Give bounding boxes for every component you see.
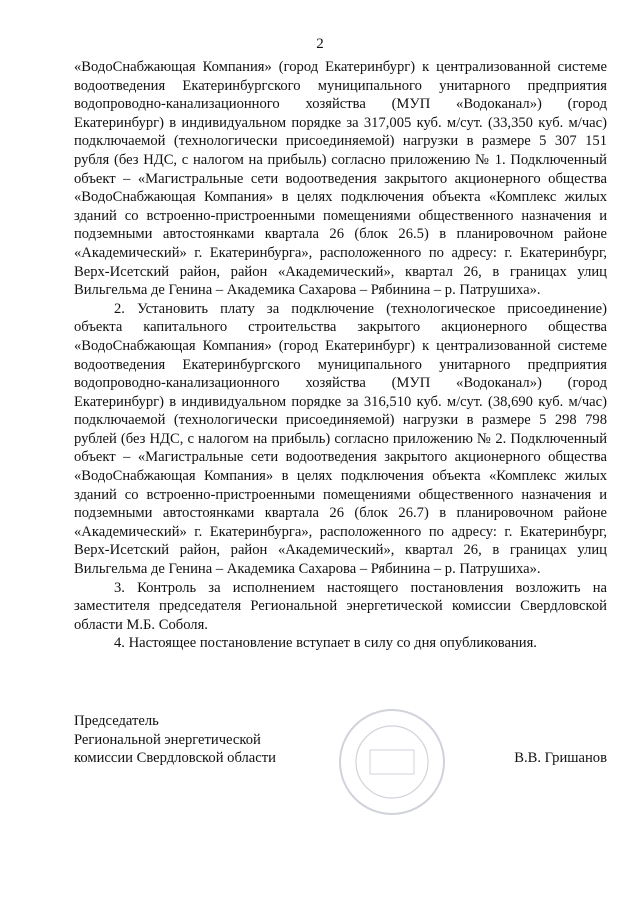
signatory-title [74,712,276,768]
paragraph-2: 2. Установить плату за подключение (технологическое присоединение) объекта капитального строительства закрытого акционерного общества «ВодоСнабжающая Компания» (город Екатеринбург) к централизованной системе водоотведения Екатеринбургского муниципального унитарного предприятия водопроводно-канализационного хозяйства (МУП «Водоканал») (город Екатеринбург) в индивидуальном порядке за 316,510 куб. м/сут. (38,690 куб. м/час) подключаемой (технологически присоединяемой) нагрузки в размере 5 298 798 рублей (без НДС, с налогом на прибыль) согласно приложению № 2. Подключенный объект – «Магистральные сети водоотведения закрытого акционерного общества «ВодоСнабжающая Компания» в целях подключения объекта «Комплекс жилых зданий со встроенно-пристроенными помещениями общественного назначения и подземными автостоянками квартала 26 (блок 26.7) в планировочном районе «Академический» г. Екатеринбурга», расположенного по адресу: г. Екатеринбург, Верх-Исетский район, район «Академический», квартал 26, в границах улиц Вильгельма де Генина – Академика Сахарова – Рябинина – р. Патрушиха». [74,300,607,578]
signature-block [74,712,607,812]
document-body [74,58,607,653]
paragraph-1: «ВодоСнабжающая Компания» (город Екатеринбург) к централизованной системе водоотведения Екатеринбургского муниципального унитарного предприятия водопроводно-канализационного хозяйства (МУП «Водоканал») (город Екатеринбург) в индивидуальном порядке за 317,005 куб. м/сут. (33,350 куб. м/час) подключаемой (технологически присоединяемой) нагрузки в размере 5 307 151 рубля (без НДС, с налогом на прибыль) согласно приложению № 1. Подключенный объект – «Магистральные сети водоотведения закрытого акционерного общества «ВодоСнабжающая Компания» в целях подключения объекта «Комплекс жилых зданий со встроенно-пристроенными помещениями общественного назначения и подземными автостоянками квартала 26 (блок 26.5) в планировочном районе «Академический» г. Екатеринбурга», расположенного по адресу: г. Екатеринбург, Верх-Исетский район, район «Академический», квартал 26, в границах улиц Вильгельма де Генина – Академика Сахарова – Рябинина – р. Патрушиха». [74,59,607,299]
signatory-title-line: комиссии Свердловской области [74,750,276,767]
paragraph-4: 4. Настоящее постановление вступает в силу со дня опубликования. [114,635,537,652]
signatory-name: В.В. Гришанов [514,750,607,766]
signatory-title-line: Председатель [74,713,159,729]
signatory-title-line: Региональной энергетической [74,731,261,748]
page-number: 2 [316,36,324,52]
official-seal-stamp [336,706,448,818]
paragraph-3: 3. Контроль за исполнением настоящего постановления возложить на заместителя председателя Региональной энергетической комиссии Свердловской области М.Б. Соболя. [74,579,607,633]
